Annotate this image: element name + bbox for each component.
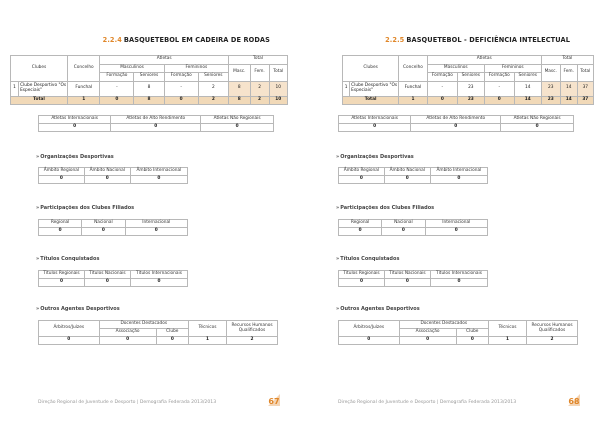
- clubs-table: Clubes Concelho Atletas Total Masculinos Femininos Masc. Fem. Total Formação Seniores Formação Seniores 1 Clube Desportivo "Os Especiais" Funchal - 8 - 2 8 2 10 Total 1 0 8 0 2 8 2 10: [10, 55, 288, 105]
- participations-table: Regional Nacional Internacional 0 0 0: [338, 219, 488, 236]
- other-agents-table: Árbitros/Juízes Docentes Destacados Técnicos Recursos Humanos Qualificados Associação Clube 0 0 0 1 2: [338, 320, 578, 345]
- subheading-organizations: »Organizações Desportivas: [336, 154, 414, 160]
- athletes-table: Atletas Internacionais Atletas de Alto Rendimento Atletas Não Regionais 0 0 0: [338, 115, 574, 132]
- subheading-participations: »Participações dos Clubes Filiados: [336, 205, 435, 211]
- section-title: 2.2.5 BASQUETEBOL - DEFICIÊNCIA INTELECTUAL: [385, 36, 570, 44]
- titles-table: Títulos Regionais Títulos Nacionais Títulos Internacionais 0 0 0: [338, 270, 488, 287]
- titles-table: Títulos Regionais Títulos Nacionais Títulos Internacionais 0 0 0: [38, 270, 188, 287]
- subheading-organizations: »Organizações Desportivas: [36, 154, 114, 160]
- page-number: 67: [268, 397, 280, 406]
- subheading-other-agents: »Outros Agentes Desportivos: [36, 306, 120, 312]
- organizations-table: Âmbito Regional Âmbito Nacional Âmbito Internacional 0 0 0: [338, 167, 488, 184]
- page-number-badge: [566, 392, 582, 408]
- participations-table: Regional Nacional Internacional 0 0 0: [38, 219, 188, 236]
- table-row: 1 Clube Desportivo "Os Especiais" Funchal - 23 - 14 23 14 37: [343, 81, 594, 96]
- page-number-badge: [266, 392, 282, 408]
- page-number: 68: [568, 397, 580, 406]
- subheading-titles: »Títulos Conquistados: [336, 256, 400, 262]
- page-footer: Direção Regional de Juventude e Desporto | Demografia Federada 2013/2013: [38, 400, 217, 405]
- athletes-table: Atletas Internacionais Atletas de Alto Rendimento Atletas Não Regionais 0 0 0: [38, 115, 274, 132]
- subheading-titles: »Títulos Conquistados: [36, 256, 100, 262]
- table-total-row: Total 1 0 8 0 2 8 2 10: [11, 96, 288, 105]
- subheading-participations: »Participações dos Clubes Filiados: [36, 205, 135, 211]
- table-total-row: Total 1 0 23 0 14 23 14 37: [343, 96, 594, 105]
- section-title: 2.2.4 BASQUETEBOL EM CADEIRA DE RODAS: [102, 36, 270, 44]
- organizations-table: Âmbito Regional Âmbito Nacional Âmbito Internacional 0 0 0: [38, 167, 188, 184]
- clubs-table: Clubes Concelho Atletas Total Masculinos Femininos Masc. Fem. Total Formação Seniores Formação Seniores 1 Clube Desportivo "Os Especiais" Funchal - 23 - 14 23 14 37 Total 1 0 23 0 14 23 14 37: [342, 55, 594, 105]
- right-page: [300, 0, 600, 424]
- other-agents-table: Árbitros/Juízes Docentes Destacados Técnicos Recursos Humanos Qualificados Associação Clube 0 0 0 1 2: [38, 320, 278, 345]
- table-row: 1 Clube Desportivo "Os Especiais" Funchal - 8 - 2 8 2 10: [11, 81, 288, 96]
- subheading-other-agents: »Outros Agentes Desportivos: [336, 306, 420, 312]
- page-footer: Direção Regional de Juventude e Desporto | Demografia Federada 2013/2013: [338, 400, 517, 405]
